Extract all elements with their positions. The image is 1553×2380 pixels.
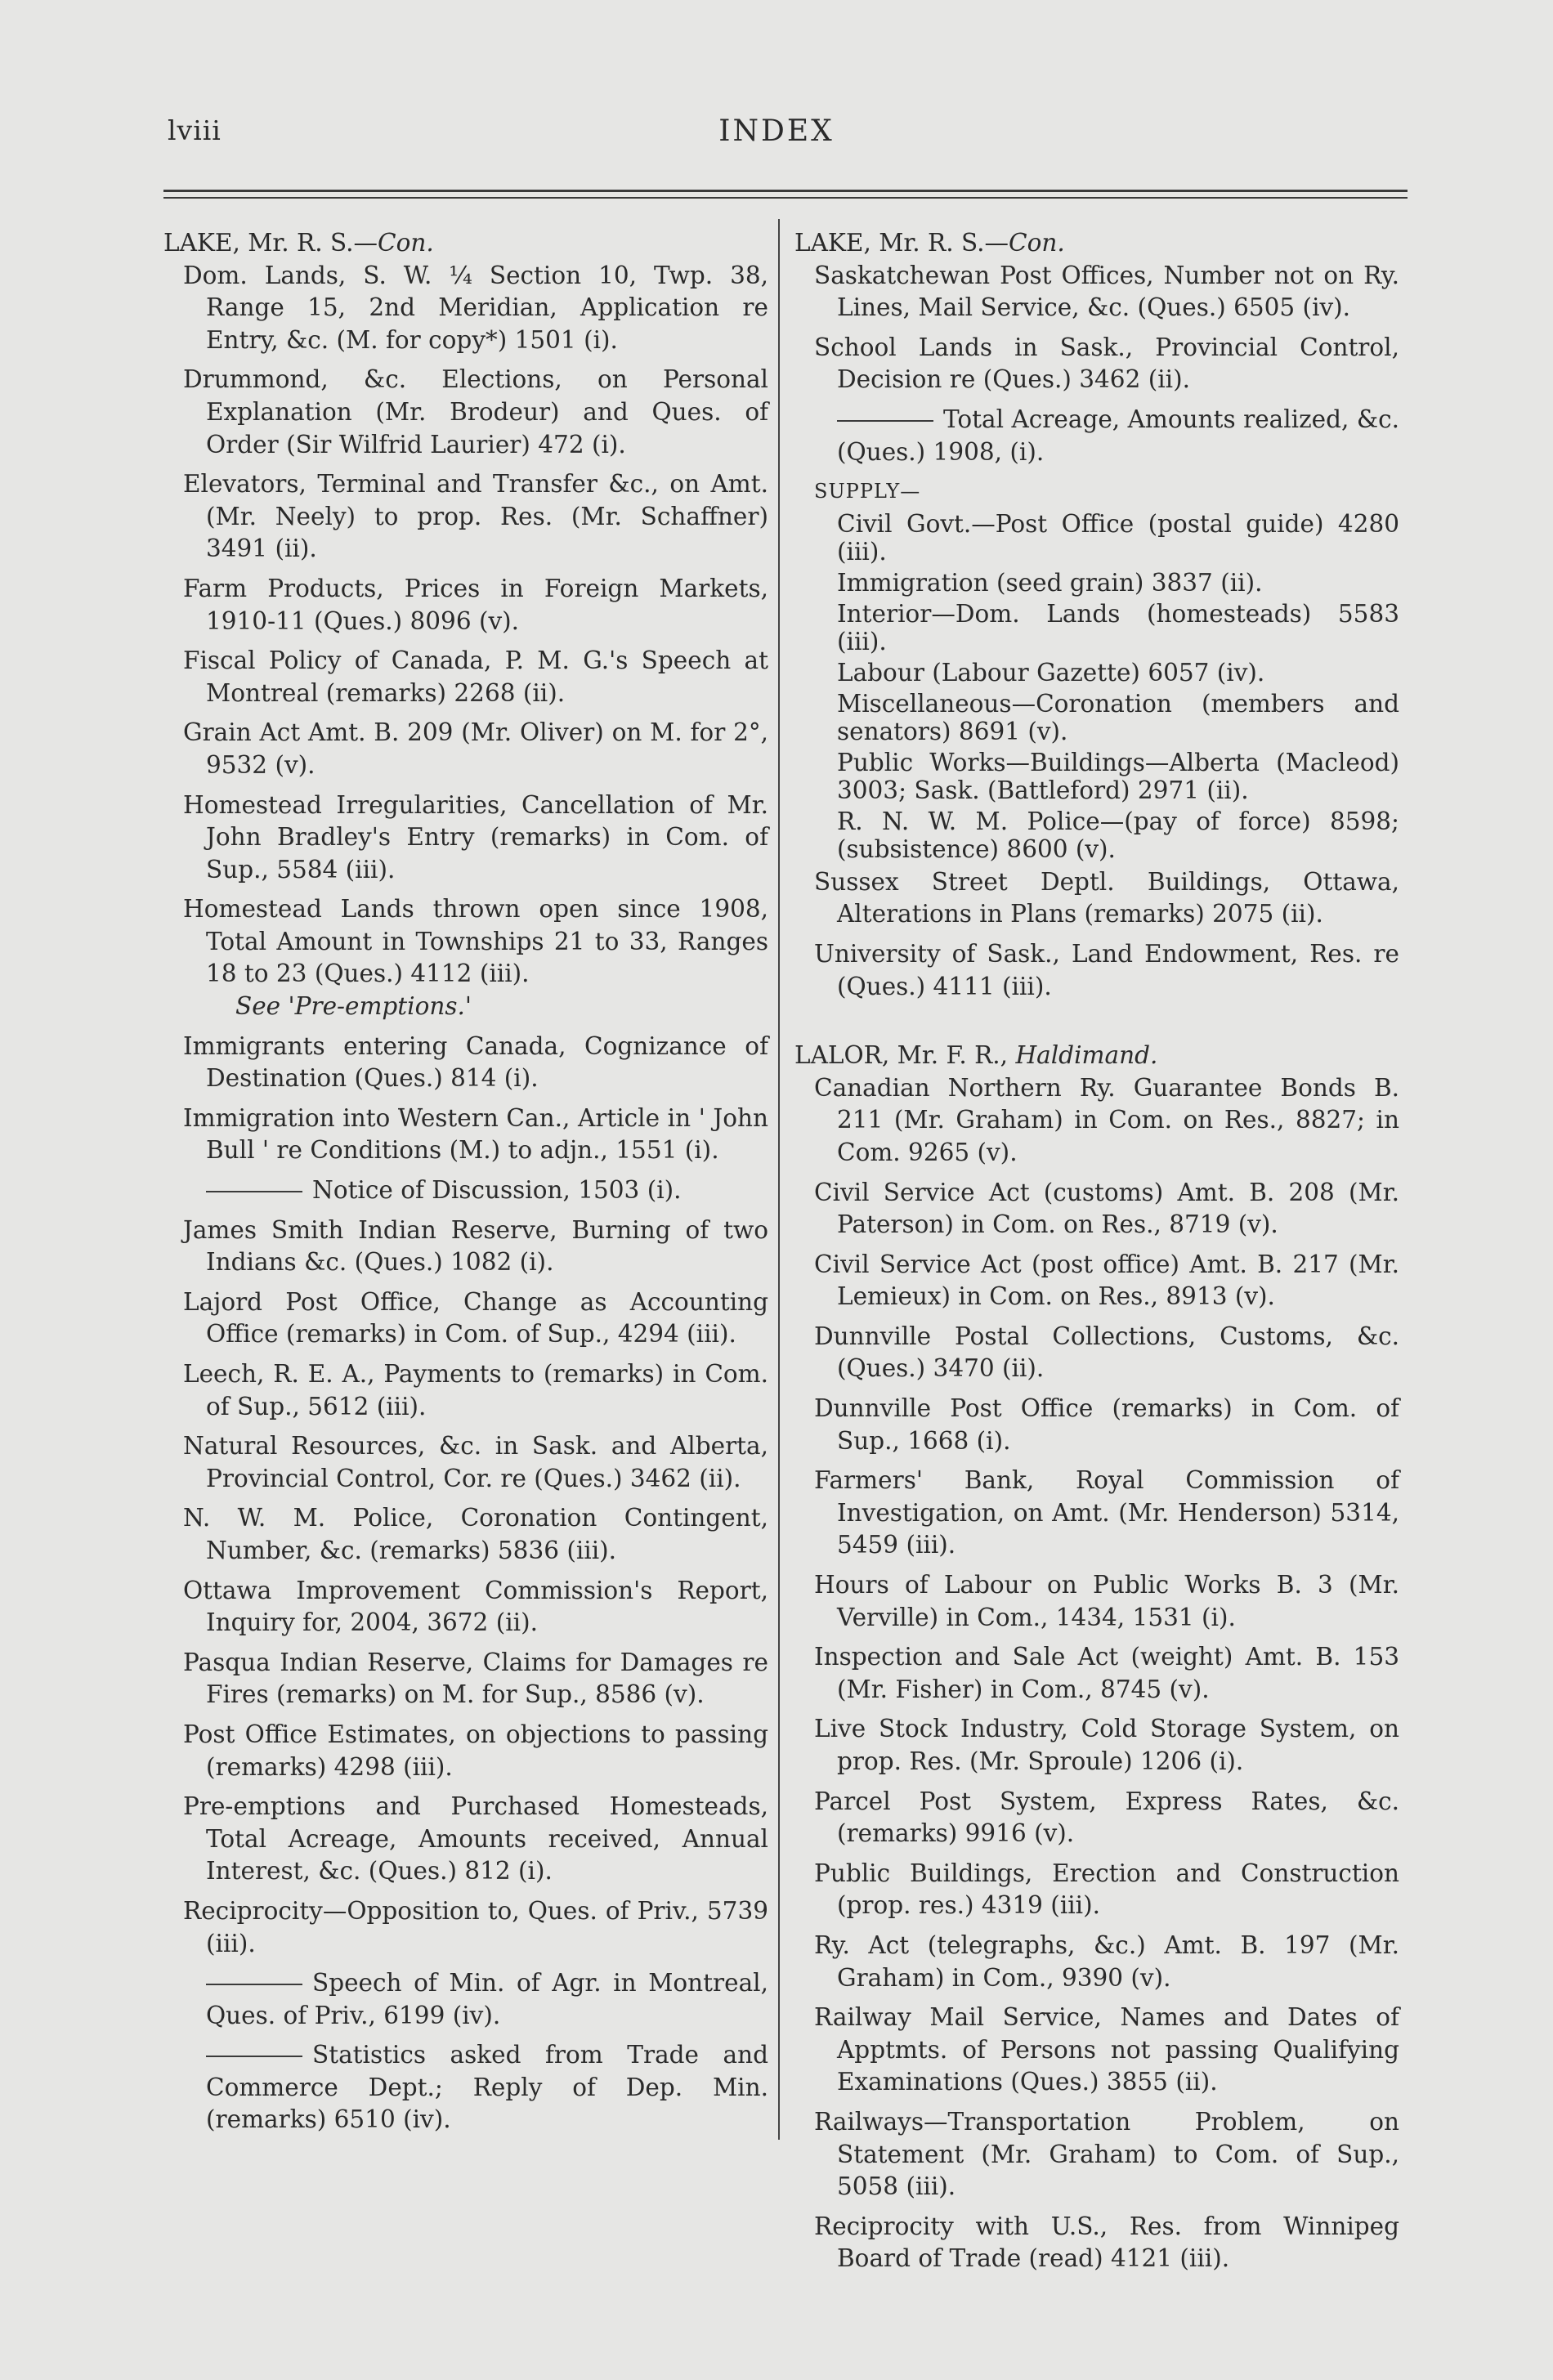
- page-title: INDEX: [718, 114, 835, 148]
- index-entry: Leech, R. E. A., Payments to (remarks) in Com. of Sup., 5612 (iii).: [183, 1360, 768, 1420]
- index-heading: LAKE, Mr. R. S.—Con.: [794, 229, 1065, 257]
- supply-entry: R. N. W. M. Police—(pay of force) 8598; (subsistence) 8600 (v).: [837, 807, 1399, 863]
- index-heading: LAKE, Mr. R. S.—Con.: [163, 229, 434, 257]
- index-entry: Reciprocity with U.S., Res. from Winnipeg Board of Trade (read) 4121 (iii).: [814, 2212, 1399, 2273]
- supply-entry: Interior—Dom. Lands (homesteads) 5583 (iii).: [837, 599, 1399, 655]
- index-entry: Hours of Labour on Public Works B. 3 (Mr. Verville) in Com., 1434, 1531 (i).: [814, 1571, 1399, 1631]
- index-entry: Reciprocity—Opposition to, Ques. of Priv., 5739 (iii).: [183, 1896, 768, 1957]
- index-entry: School Lands in Sask., Provincial Control, Decision re (Ques.) 3462 (ii).: [814, 333, 1399, 394]
- index-entry: Dunnville Post Office (remarks) in Com. of Sup., 1668 (i).: [814, 1394, 1399, 1455]
- supply-entry: Labour (Labour Gazette) 6057 (iv).: [837, 658, 1265, 687]
- right-column: [794, 227, 1399, 2283]
- index-entry: University of Sask., Land Endowment, Res. re (Ques.) 4111 (iii).: [814, 939, 1399, 1000]
- index-entry: Ry. Act (telegraphs, &c.) Amt. B. 197 (Mr. Graham) in Com., 9390 (v).: [814, 1930, 1399, 1992]
- page-number: lviii: [168, 114, 222, 146]
- left-column: [163, 227, 768, 2144]
- index-entry: Farmers' Bank, Royal Commission of Investigation, on Amt. (Mr. Henderson) 5314, 5459 (iii).: [814, 1466, 1399, 1559]
- index-entry: Ottawa Improvement Commission's Report, Inquiry for, 2004, 3672 (ii).: [183, 1576, 768, 1637]
- header-rule: [163, 190, 1408, 199]
- index-entry: Saskatchewan Post Offices, Number not on Ry. Lines, Mail Service, &c. (Ques.) 6505 (iv).: [814, 261, 1399, 322]
- index-entry: Civil Service Act (customs) Amt. B. 208 (Mr. Paterson) in Com. on Res., 8719 (v).: [814, 1178, 1399, 1239]
- index-entry: James Smith Indian Reserve, Burning of two Indians &c. (Ques.) 1082 (i).: [183, 1215, 768, 1277]
- section-spacer: [794, 1010, 1399, 1040]
- index-entry: Immigrants entering Canada, Cognizance of Destination (Ques.) 814 (i).: [183, 1031, 768, 1093]
- index-entry: Railways—Transportation Problem, on Statement (Mr. Graham) to Com. of Sup., 5058 (iii).: [814, 2107, 1399, 2201]
- index-entry: Farm Products, Prices in Foreign Markets, 1910-11 (Ques.) 8096 (v).: [183, 574, 768, 635]
- supply-entry: Miscellaneous—Coronation (members and senators) 8691 (v).: [837, 689, 1399, 745]
- index-subentry: Statistics asked from Trade and Commerce Dept.; Reply of Dep. Min. (remarks) 6510 (iv).: [206, 2041, 768, 2134]
- index-entry: Homestead Lands thrown open since 1908, Total Amount in Townships 21 to 33, Ranges 18 to 23 (Ques.) 4112 (iii).: [183, 895, 768, 988]
- index-entry: Fiscal Policy of Canada, P. M. G.'s Speech at Montreal (remarks) 2268 (ii).: [183, 646, 768, 707]
- index-entry: Pasqua Indian Reserve, Claims for Damages re Fires (remarks) on M. for Sup., 8586 (v).: [183, 1648, 768, 1709]
- index-entry: N. W. M. Police, Coronation Contingent, Number, &c. (remarks) 5836 (iii).: [183, 1504, 768, 1564]
- index-subentry: Notice of Discussion, 1503 (i).: [163, 1174, 768, 1207]
- index-heading: LALOR, Mr. F. R., Haldimand.: [794, 1041, 1158, 1070]
- column-divider: [778, 219, 780, 2140]
- index-entry: Post Office Estimates, on objections to passing (remarks) 4298 (iii).: [183, 1720, 768, 1781]
- index-entry: Railway Mail Service, Names and Dates of Apptmts. of Persons not passing Qualifying Examinations (Ques.) 3855 (ii).: [814, 2003, 1399, 2096]
- index-entry: Sussex Street Deptl. Buildings, Ottawa, Alterations in Plans (remarks) 2075 (ii).: [814, 867, 1399, 928]
- index-entry: Pre-emptions and Purchased Homesteads, Total Acreage, Amounts received, Annual Interest, &c. (Ques.) 812 (i).: [183, 1792, 768, 1886]
- see-reference: See 'Pre-emptions.': [235, 992, 472, 1021]
- index-entry: Parcel Post System, Express Rates, &c. (remarks) 9916 (v).: [814, 1787, 1399, 1848]
- index-entry: Civil Service Act (post office) Amt. B. 217 (Mr. Lemieux) in Com. on Res., 8913 (v).: [814, 1250, 1399, 1311]
- index-entry: Public Buildings, Erection and Construction (prop. res.) 4319 (iii).: [814, 1859, 1399, 1920]
- index-subentry: Speech of Min. of Agr. in Montreal, Ques. of Priv., 6199 (iv).: [206, 1969, 768, 2029]
- index-entry: Elevators, Terminal and Transfer &c., on Amt. (Mr. Neely) to prop. Res. (Mr. Schaffner) 3491 (ii).: [183, 470, 768, 563]
- supply-entry: Civil Govt.—Post Office (postal guide) 4280 (iii).: [837, 509, 1399, 566]
- page-header: [0, 114, 1553, 163]
- index-entry: Dunnville Postal Collections, Customs, &c. (Ques.) 3470 (ii).: [814, 1322, 1399, 1383]
- index-entry: Lajord Post Office, Change as Accounting Office (remarks) in Com. of Sup., 4294 (iii).: [183, 1287, 768, 1349]
- index-entry: Natural Resources, &c. in Sask. and Alberta, Provincial Control, Cor. re (Ques.) 3462 (ii).: [183, 1432, 768, 1492]
- index-entry: Dom. Lands, S. W. ¼ Section 10, Twp. 38, Range 15, 2nd Meridian, Application re Entry, &c. (M. for copy*) 1501 (i).: [183, 261, 768, 354]
- index-entry: Drummond, &c. Elections, on Personal Explanation (Mr. Brodeur) and Ques. of Order (Sir Wilfrid Laurier) 472 (i).: [183, 365, 768, 459]
- supply-heading: SUPPLY—: [814, 480, 921, 503]
- index-entry: Homestead Irregularities, Cancellation of Mr. John Bradley's Entry (remarks) in Com. of Sup., 5584 (iii).: [183, 790, 768, 884]
- supply-entry: Immigration (seed grain) 3837 (ii).: [837, 568, 1263, 597]
- index-subentry: Total Acreage, Amounts realized, &c. (Ques.) 1908, (i).: [837, 405, 1399, 466]
- index-entry: Inspection and Sale Act (weight) Amt. B. 153 (Mr. Fisher) in Com., 8745 (v).: [814, 1643, 1399, 1703]
- index-entry: Grain Act Amt. B. 209 (Mr. Oliver) on M. for 2°, 9532 (v).: [183, 718, 768, 779]
- index-entry: Canadian Northern Ry. Guarantee Bonds B. 211 (Mr. Graham) in Com. on Res., 8827; in Com. 9265 (v).: [814, 1073, 1399, 1166]
- index-entry: Live Stock Industry, Cold Storage System, on prop. Res. (Mr. Sproule) 1206 (i).: [814, 1715, 1399, 1775]
- index-entry: Immigration into Western Can., Article in ' John Bull ' re Conditions (M.) to adjn., 1551 (i).: [183, 1103, 768, 1165]
- supply-entry: Public Works—Buildings—Alberta (Macleod) 3003; Sask. (Battleford) 2971 (ii).: [837, 748, 1399, 804]
